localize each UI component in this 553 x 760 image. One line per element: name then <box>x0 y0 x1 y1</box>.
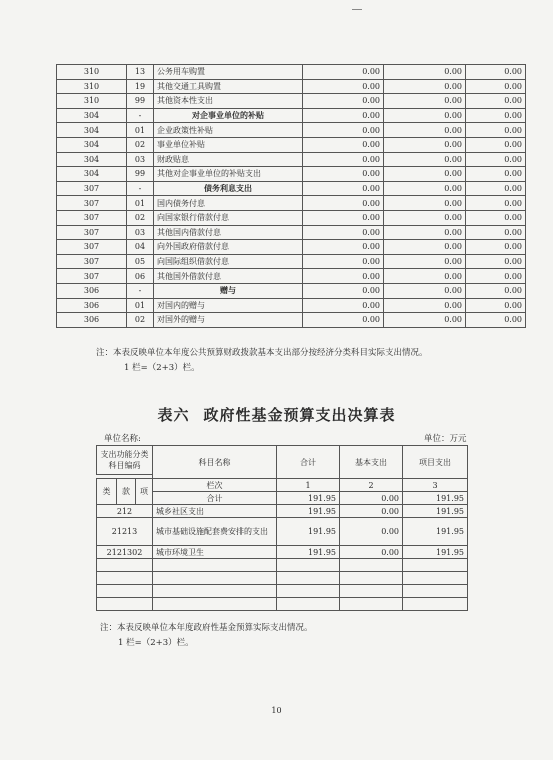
item-code: - <box>127 283 154 298</box>
basic-value: 0.00 <box>384 313 466 328</box>
category-code: 307 <box>57 225 127 240</box>
total-value: 0.00 <box>303 196 384 211</box>
table-row <box>57 283 526 298</box>
subject-name: 城乡社区支出 <box>153 505 277 518</box>
project-value: 0.00 <box>466 240 526 255</box>
total-value: 0.00 <box>303 65 384 80</box>
item-code: 03 <box>127 225 154 240</box>
subject-code: 2121302 <box>97 546 153 559</box>
category-code: 307 <box>57 181 127 196</box>
total-value: 0.00 <box>303 283 384 298</box>
empty-row <box>97 559 468 572</box>
project-value: 191.95 <box>403 546 468 559</box>
empty-row <box>97 572 468 585</box>
basic-value: 0.00 <box>384 137 466 152</box>
item-name: 对国内的赠与 <box>154 298 303 313</box>
total-value: 0.00 <box>303 137 384 152</box>
basic-value: 0.00 <box>340 546 403 559</box>
table-row <box>97 518 468 546</box>
lei-header: 类 <box>97 479 117 505</box>
project-value: 0.00 <box>466 210 526 225</box>
table-six-title <box>0 404 553 425</box>
table-note: 注：本表反映单位本年度公共预算财政拨款基本支出部分按经济分类科目实际支出情况。 <box>96 348 428 358</box>
item-code: 03 <box>127 152 154 167</box>
total-value: 0.00 <box>303 225 384 240</box>
basic-value: 0.00 <box>384 79 466 94</box>
item-name: 公务用车购置 <box>154 65 303 80</box>
project-value: 0.00 <box>466 254 526 269</box>
category-code: 307 <box>57 240 127 255</box>
basic-value: 0.00 <box>384 283 466 298</box>
table-row <box>97 505 468 518</box>
item-name: 事业单位补贴 <box>154 137 303 152</box>
item-code: 01 <box>127 298 154 313</box>
project-value: 0.00 <box>466 225 526 240</box>
category-code: 307 <box>57 210 127 225</box>
total-value: 0.00 <box>303 210 384 225</box>
project-expenditure-header: 项目支出 <box>403 446 468 479</box>
item-code: 02 <box>127 313 154 328</box>
table-row <box>57 65 526 80</box>
subject-name: 城市环境卫生 <box>153 546 277 559</box>
project-value: 0.00 <box>466 137 526 152</box>
project-value: 191.95 <box>403 518 468 546</box>
category-code: 304 <box>57 108 127 123</box>
item-code: 19 <box>127 79 154 94</box>
basic-value: 0.00 <box>384 225 466 240</box>
category-code: 307 <box>57 254 127 269</box>
table-six-note-formula: 1 栏=（2+3）栏。 <box>118 638 194 648</box>
basic-value: 0.00 <box>340 518 403 546</box>
basic-value: 0.00 <box>384 298 466 313</box>
project-value: 0.00 <box>466 123 526 138</box>
item-name: 其他对企事业单位的补贴支出 <box>154 167 303 182</box>
total-row-basic: 0.00 <box>340 492 403 505</box>
table-row <box>57 167 526 182</box>
subject-code: 212 <box>97 505 153 518</box>
total-value: 0.00 <box>303 298 384 313</box>
table-row <box>57 94 526 109</box>
category-code: 306 <box>57 283 127 298</box>
unit-name-label: 单位名称: <box>104 434 141 444</box>
table-six-note: 注：本表反映单位本年度政府性基金预算实际支出情况。 <box>100 623 313 633</box>
item-code: 04 <box>127 240 154 255</box>
basic-value: 0.00 <box>384 196 466 211</box>
category-code: 306 <box>57 298 127 313</box>
item-name: 其他资本性支出 <box>154 94 303 109</box>
table-row <box>97 546 468 559</box>
empty-row <box>97 598 468 611</box>
category-code: 310 <box>57 94 127 109</box>
basic-value: 0.00 <box>384 210 466 225</box>
project-value: 0.00 <box>466 181 526 196</box>
table-row <box>57 269 526 284</box>
item-code: 01 <box>127 196 154 211</box>
table-row <box>57 123 526 138</box>
scan-mark <box>352 9 362 10</box>
item-name: 赠与 <box>154 283 303 298</box>
project-value: 0.00 <box>466 79 526 94</box>
total-row-label: 合计 <box>153 492 277 505</box>
total-value: 0.00 <box>303 152 384 167</box>
project-value: 0.00 <box>466 108 526 123</box>
project-value: 0.00 <box>466 283 526 298</box>
basic-value: 0.00 <box>384 108 466 123</box>
item-code: 06 <box>127 269 154 284</box>
total-value: 0.00 <box>303 94 384 109</box>
project-value: 0.00 <box>466 152 526 167</box>
category-code: 304 <box>57 152 127 167</box>
table-six-number: 表六 <box>157 406 190 424</box>
category-code: 310 <box>57 79 127 94</box>
item-name: 国内债务付息 <box>154 196 303 211</box>
table-row <box>57 79 526 94</box>
total-value: 191.95 <box>277 546 340 559</box>
page-number: 10 <box>271 706 282 715</box>
item-name: 债务利息支出 <box>154 181 303 196</box>
table-row <box>57 254 526 269</box>
category-code: 310 <box>57 65 127 80</box>
table-row <box>57 225 526 240</box>
total-value: 0.00 <box>303 79 384 94</box>
total-row-project: 191.95 <box>403 492 468 505</box>
subject-name-header: 科目名称 <box>153 446 277 479</box>
government-fund-expenditure-table <box>96 445 468 611</box>
column-index-3: 3 <box>403 479 468 492</box>
item-name: 对企事业单位的补贴 <box>154 108 303 123</box>
basic-value: 0.00 <box>384 94 466 109</box>
project-value: 0.00 <box>466 167 526 182</box>
column-index-label: 栏次 <box>153 479 277 492</box>
project-value: 0.00 <box>466 196 526 211</box>
item-name: 向国际组织借款付息 <box>154 254 303 269</box>
category-code: 304 <box>57 167 127 182</box>
column-index-2: 2 <box>340 479 403 492</box>
total-value: 0.00 <box>303 269 384 284</box>
total-value: 191.95 <box>277 505 340 518</box>
xiang-header: 项 <box>136 479 153 505</box>
basic-value: 0.00 <box>384 240 466 255</box>
project-value: 0.00 <box>466 65 526 80</box>
empty-row <box>97 585 468 598</box>
item-name: 向外国政府借款付息 <box>154 240 303 255</box>
project-value: 0.00 <box>466 313 526 328</box>
category-code: 307 <box>57 196 127 211</box>
column-index-1: 1 <box>277 479 340 492</box>
basic-value: 0.00 <box>384 269 466 284</box>
subject-name: 城市基础设施配套费安排的支出 <box>153 518 277 546</box>
item-code: - <box>127 108 154 123</box>
item-code: 02 <box>127 210 154 225</box>
table-six-name: 政府性基金预算支出决算表 <box>203 406 396 424</box>
basic-value: 0.00 <box>340 505 403 518</box>
basic-value: 0.00 <box>384 181 466 196</box>
table-row <box>57 196 526 211</box>
basic-expenditure-header: 基本支出 <box>340 446 403 479</box>
item-code: - <box>127 181 154 196</box>
item-code: 01 <box>127 123 154 138</box>
subject-code: 21213 <box>97 518 153 546</box>
total-value: 0.00 <box>303 313 384 328</box>
total-row-value: 191.95 <box>277 492 340 505</box>
item-name: 企业政策性补贴 <box>154 123 303 138</box>
item-code: 02 <box>127 137 154 152</box>
basic-value: 0.00 <box>384 123 466 138</box>
total-header: 合计 <box>277 446 340 479</box>
table-note-formula: 1 栏=（2+3）栏。 <box>124 363 200 373</box>
table-row <box>57 181 526 196</box>
item-name: 财政贴息 <box>154 152 303 167</box>
kuan-header: 款 <box>117 479 136 505</box>
basic-value: 0.00 <box>384 152 466 167</box>
item-name: 其他交通工具购置 <box>154 79 303 94</box>
currency-unit-label: 单位：万元 <box>424 434 467 444</box>
item-name: 其他国内借款付息 <box>154 225 303 240</box>
table-row <box>57 108 526 123</box>
table-row <box>57 137 526 152</box>
table-row <box>57 298 526 313</box>
item-code: 05 <box>127 254 154 269</box>
project-value: 0.00 <box>466 269 526 284</box>
basic-value: 0.00 <box>384 65 466 80</box>
table-row <box>57 210 526 225</box>
basic-value: 0.00 <box>384 254 466 269</box>
category-code: 307 <box>57 269 127 284</box>
table-row <box>57 313 526 328</box>
item-code: 13 <box>127 65 154 80</box>
table-row <box>57 240 526 255</box>
item-code: 99 <box>127 167 154 182</box>
total-value: 0.00 <box>303 167 384 182</box>
project-value: 0.00 <box>466 94 526 109</box>
category-code: 304 <box>57 137 127 152</box>
total-value: 0.00 <box>303 240 384 255</box>
total-value: 0.00 <box>303 181 384 196</box>
total-value: 0.00 <box>303 123 384 138</box>
item-name: 向国家银行借款付息 <box>154 210 303 225</box>
code-group-header: 支出功能分类科目编码 <box>97 446 153 475</box>
item-name: 对国外的赠与 <box>154 313 303 328</box>
category-code: 304 <box>57 123 127 138</box>
item-code: 99 <box>127 94 154 109</box>
project-value: 0.00 <box>466 298 526 313</box>
total-value: 0.00 <box>303 254 384 269</box>
category-code: 306 <box>57 313 127 328</box>
economic-classification-table <box>56 64 526 328</box>
project-value: 191.95 <box>403 505 468 518</box>
basic-value: 0.00 <box>384 167 466 182</box>
total-value: 0.00 <box>303 108 384 123</box>
table-row <box>57 152 526 167</box>
total-value: 191.95 <box>277 518 340 546</box>
item-name: 其他国外借款付息 <box>154 269 303 284</box>
